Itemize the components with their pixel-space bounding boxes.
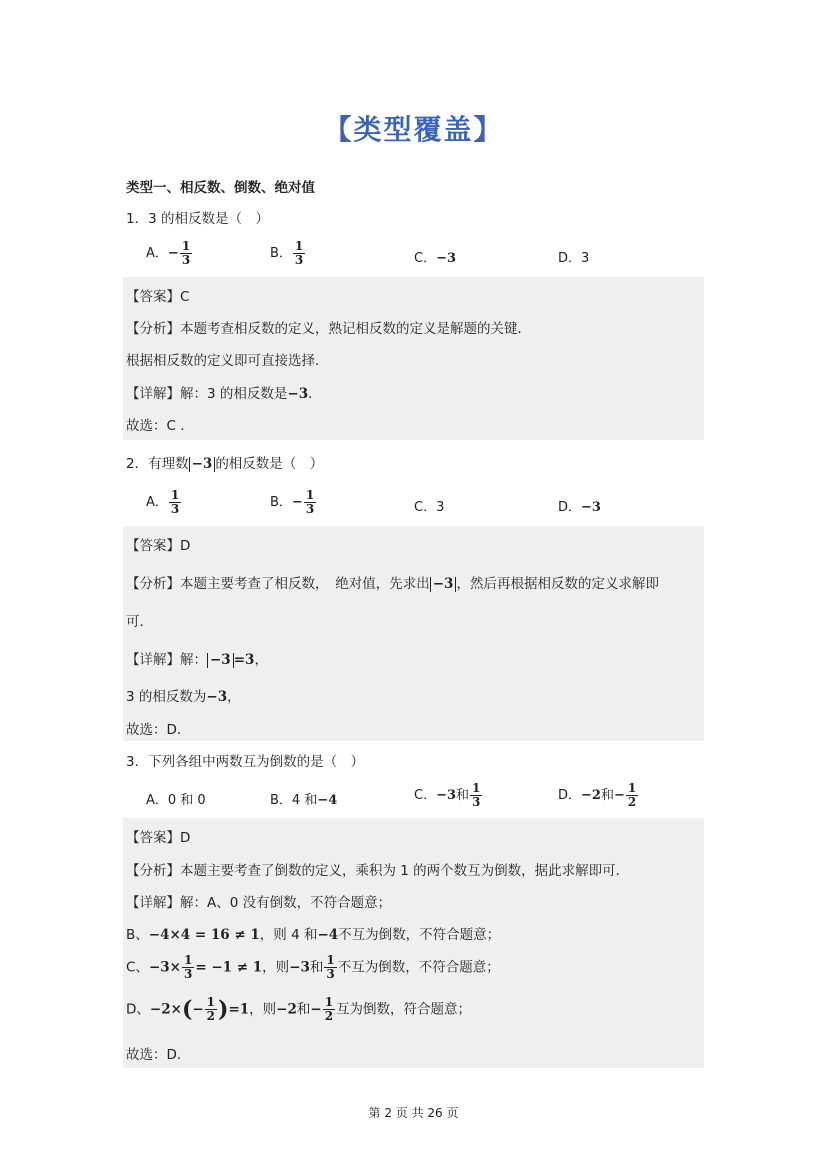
denominator: 3 bbox=[294, 253, 304, 267]
text: 【详解】解： bbox=[126, 652, 207, 668]
text: ，则 bbox=[249, 1001, 277, 1018]
minus-sign: − bbox=[310, 1001, 322, 1018]
text: ， bbox=[254, 652, 268, 668]
left-paren: ( bbox=[181, 996, 193, 1023]
numerator: 1 bbox=[294, 239, 304, 253]
q1-option-a[interactable] bbox=[146, 240, 193, 267]
option-label: B． bbox=[270, 495, 292, 510]
text: ． bbox=[308, 386, 322, 402]
text: 【详解】解：3 的相反数是 bbox=[126, 386, 288, 402]
text: 【分析】本题主要考查了相反数， 绝对值，先求出 bbox=[126, 576, 430, 592]
minus-sign: − bbox=[613, 788, 625, 803]
fraction bbox=[324, 954, 336, 981]
q2-detail-2 bbox=[126, 685, 241, 705]
option-value: −3 bbox=[436, 251, 457, 266]
q2-solution-box bbox=[123, 526, 704, 741]
text: ，然后再根据相反数的定义求解即 bbox=[456, 576, 659, 592]
text: 和 bbox=[456, 788, 470, 803]
numerator: 1 bbox=[326, 953, 335, 967]
q3-option-c[interactable] bbox=[414, 782, 483, 809]
text: 的相反数是（ ） bbox=[215, 456, 324, 472]
math-value: −2 bbox=[276, 1001, 297, 1018]
q2-option-a[interactable] bbox=[146, 489, 182, 516]
q3-analysis: 【分析】本题主要考查了倒数的定义，乘积为 1 的两个数互为倒数，据此求解即可． bbox=[126, 863, 630, 879]
q3-stem: 3．下列各组中两数互为倒数的是（ ） bbox=[126, 754, 365, 770]
fraction bbox=[169, 489, 181, 516]
q1-analysis-2: 根据相反数的定义即可直接选择． bbox=[126, 353, 329, 369]
text: ， bbox=[227, 689, 241, 705]
text: 和 bbox=[309, 959, 324, 976]
option-label: D． bbox=[558, 788, 582, 803]
option-value: −3 bbox=[581, 500, 601, 515]
q3-detail-d bbox=[126, 996, 471, 1023]
math-value: −4 bbox=[317, 927, 339, 943]
q1-choose: 故选：C ． bbox=[126, 418, 194, 434]
q1-option-d[interactable]: D．3 bbox=[558, 251, 590, 266]
q2-detail bbox=[126, 648, 268, 668]
fraction bbox=[180, 240, 192, 267]
q3-choose: 故选：D． bbox=[126, 1047, 191, 1063]
numerator: 1 bbox=[324, 995, 334, 1009]
math-value: =3 bbox=[233, 652, 255, 668]
fraction bbox=[304, 489, 316, 516]
numerator: 1 bbox=[206, 995, 216, 1009]
q2-stem bbox=[126, 452, 323, 472]
q3-detail-c bbox=[126, 954, 500, 981]
q2-option-b[interactable] bbox=[270, 489, 317, 516]
text: 2．有理数 bbox=[126, 456, 189, 472]
q1-analysis: 【分析】本题考查相反数的定义，熟记相反数的定义是解题的关键． bbox=[126, 321, 531, 337]
numerator: 1 bbox=[170, 488, 180, 502]
text: 和 bbox=[296, 1001, 311, 1018]
q2-analysis bbox=[126, 572, 659, 592]
minus-sign: − bbox=[167, 246, 179, 261]
math-expression: = −1 ≠ 1 bbox=[195, 959, 263, 976]
denominator: 3 bbox=[472, 795, 481, 809]
math-expression: −3× bbox=[148, 959, 181, 976]
page-footer: 第 2 页 共 26 页 bbox=[368, 1106, 459, 1120]
minus-sign: − bbox=[291, 495, 303, 510]
text: 互为倒数，符合题意； bbox=[336, 1001, 472, 1018]
abs-value: −3 bbox=[189, 457, 216, 472]
option-value: −4 bbox=[317, 793, 338, 808]
q3-answer: 【答案】D bbox=[126, 830, 191, 846]
option-label: C． bbox=[414, 788, 437, 803]
math-value: −3 bbox=[287, 386, 309, 402]
text: ，则 bbox=[262, 959, 290, 976]
fraction bbox=[205, 996, 217, 1023]
page-title: 【类型覆盖】 bbox=[323, 113, 504, 146]
text: C、 bbox=[126, 959, 149, 976]
text: 不互为倒数，不符合题意； bbox=[338, 927, 501, 943]
denominator: 2 bbox=[206, 1009, 216, 1023]
math-expression: −2× bbox=[149, 1001, 182, 1018]
numerator: 1 bbox=[183, 953, 193, 967]
numerator: 1 bbox=[627, 781, 637, 795]
denominator: 3 bbox=[326, 967, 335, 981]
abs-value: −3 bbox=[430, 577, 457, 592]
option-label: B．4 和 bbox=[270, 793, 318, 808]
fraction bbox=[182, 954, 194, 981]
option-label: C． bbox=[414, 251, 437, 266]
option-value: −3 bbox=[436, 788, 457, 803]
minus-sign: − bbox=[192, 1001, 204, 1018]
text: 和 bbox=[600, 788, 614, 803]
numerator: 1 bbox=[472, 781, 481, 795]
denominator: 3 bbox=[181, 253, 191, 267]
abs-value: −3 bbox=[207, 653, 234, 668]
denominator: 3 bbox=[305, 502, 315, 516]
text: 不互为倒数，不符合题意； bbox=[337, 959, 500, 976]
denominator: 2 bbox=[627, 795, 637, 809]
q3-solution-box bbox=[123, 818, 704, 1068]
math-expression: =1 bbox=[228, 1001, 250, 1018]
numerator: 1 bbox=[305, 488, 315, 502]
q3-option-b[interactable] bbox=[270, 789, 337, 808]
section-title: 类型一、相反数、倒数、绝对值 bbox=[126, 180, 315, 196]
text: ，则 4 和 bbox=[259, 927, 318, 943]
text: B、 bbox=[126, 927, 149, 943]
denominator: 3 bbox=[170, 502, 180, 516]
numerator: 1 bbox=[181, 239, 191, 253]
q2-choose: 故选：D． bbox=[126, 722, 191, 738]
q2-option-c[interactable]: C．3 bbox=[414, 500, 445, 515]
q2-analysis-2: 可． bbox=[126, 614, 153, 630]
q1-stem: 1．3 的相反数是（ ） bbox=[126, 211, 269, 227]
fraction bbox=[293, 240, 305, 267]
q2-answer: 【答案】D bbox=[126, 538, 191, 554]
q3-detail-a: 【详解】解：A、0 没有倒数，不符合题意； bbox=[126, 895, 392, 911]
math-expression: −4×4 = 16 ≠ 1 bbox=[148, 927, 260, 943]
denominator: 3 bbox=[183, 967, 193, 981]
fraction bbox=[470, 782, 482, 809]
bottom-margin bbox=[0, 1138, 827, 1169]
text: 3 的相反数为 bbox=[126, 689, 207, 705]
q1-option-c[interactable] bbox=[414, 247, 456, 266]
text: D、 bbox=[126, 1001, 150, 1018]
right-paren: ) bbox=[218, 996, 229, 1023]
option-label: A． bbox=[146, 246, 168, 261]
q2-option-d[interactable] bbox=[558, 496, 601, 515]
math-value: −3 bbox=[206, 689, 228, 705]
option-label: B． bbox=[270, 246, 292, 261]
q1-detail bbox=[126, 382, 322, 402]
option-label: A． bbox=[146, 495, 168, 510]
fraction bbox=[323, 996, 335, 1023]
math-value: −3 bbox=[289, 959, 310, 976]
q3-detail-b bbox=[126, 923, 500, 943]
q1-option-b[interactable] bbox=[270, 240, 306, 267]
option-label: D． bbox=[558, 500, 582, 515]
option-value: −2 bbox=[581, 788, 601, 803]
q3-option-d[interactable] bbox=[558, 782, 639, 809]
q1-answer: 【答案】C bbox=[126, 289, 190, 305]
q3-option-a[interactable]: A．0 和 0 bbox=[146, 793, 206, 808]
denominator: 2 bbox=[324, 1009, 334, 1023]
fraction bbox=[626, 782, 638, 809]
